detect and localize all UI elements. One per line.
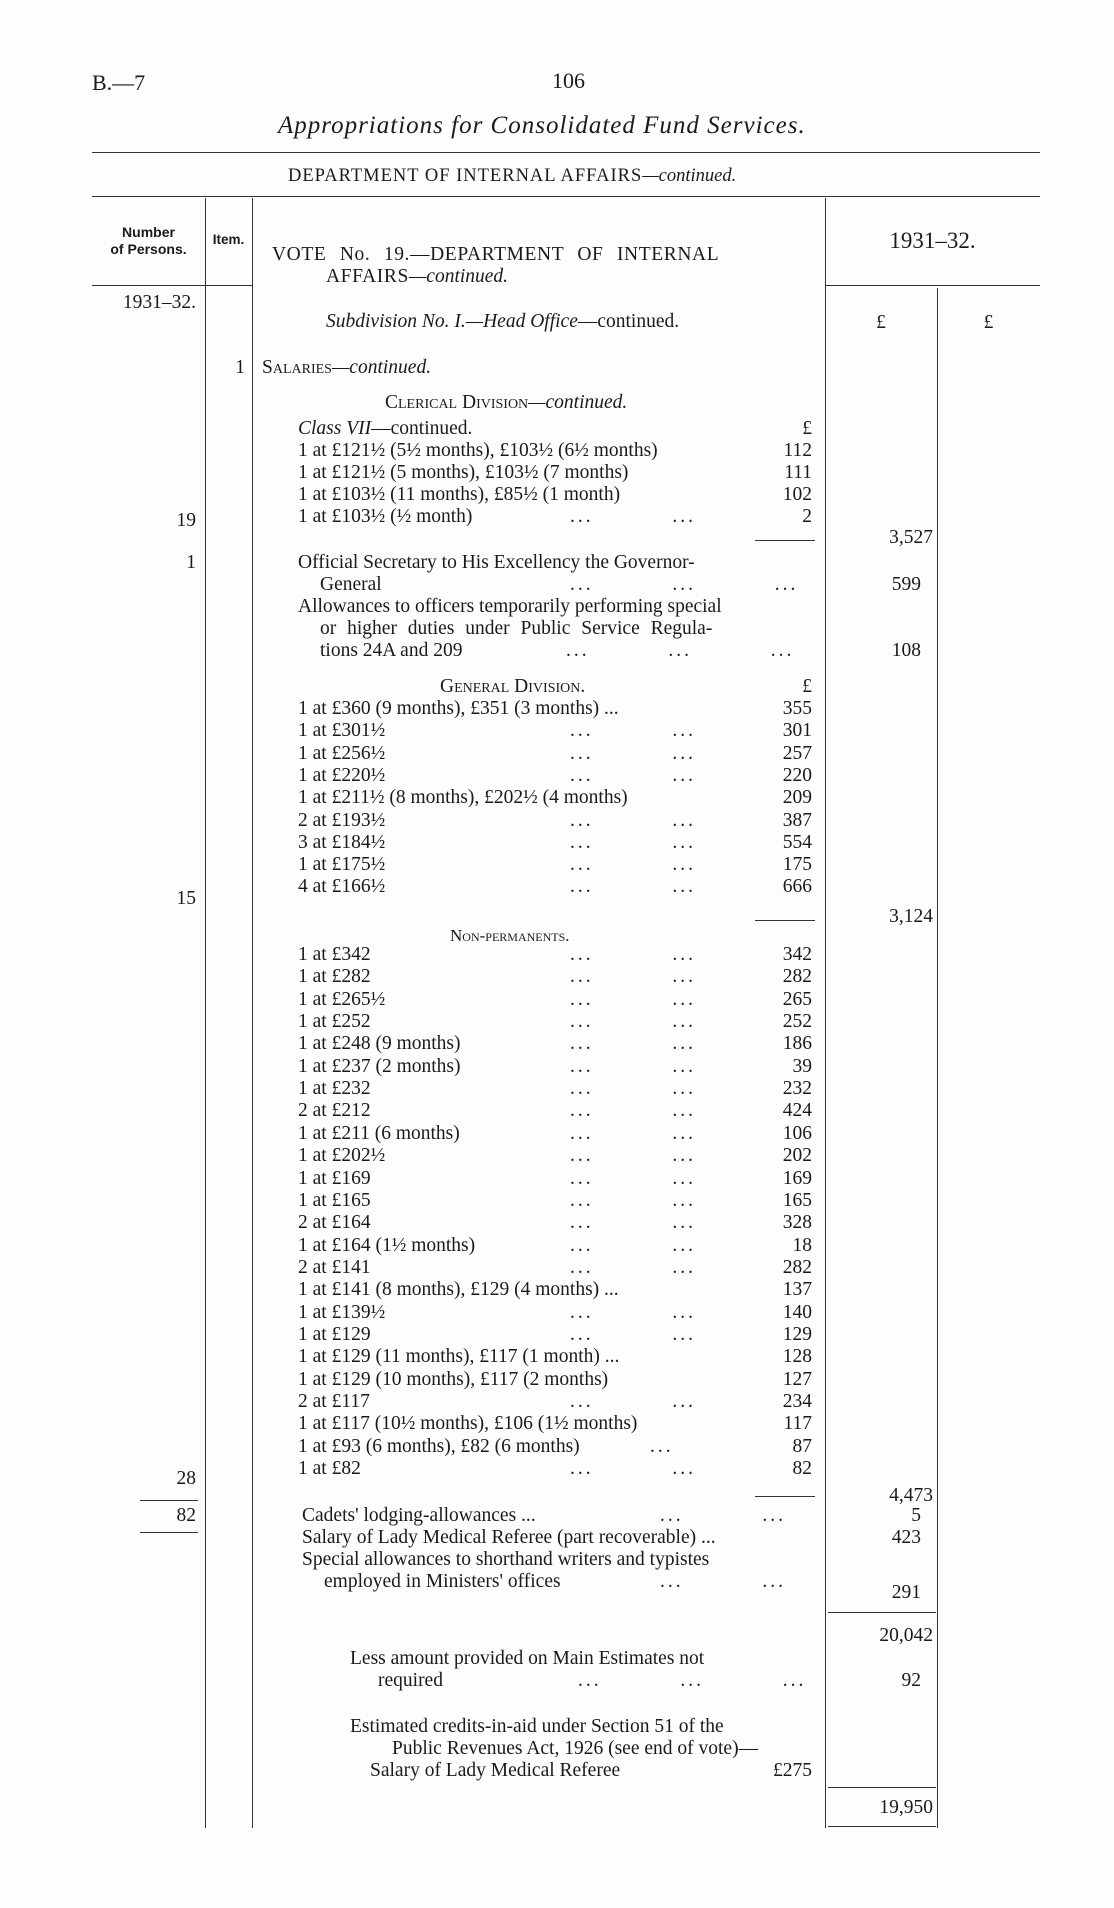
non-permanent-row-amount: 129	[782, 1323, 812, 1345]
general-row-text: 2 at £193½	[298, 809, 386, 831]
non-permanent-row-text: 1 at £232	[298, 1078, 371, 1100]
clerical-row-amount: 102	[782, 484, 812, 505]
cadets-dots: ... ...	[660, 1505, 786, 1526]
non-permanent-row-text: 1 at £282	[298, 966, 371, 988]
page-number: 106	[552, 68, 585, 93]
general-row-amount: 220	[782, 764, 812, 786]
less-amount: 92	[901, 1670, 921, 1691]
non-permanent-row-dots: ... ...	[570, 1458, 696, 1480]
general-row-text: 1 at £256½	[298, 742, 386, 764]
clerical-class-main: Class VII	[298, 418, 372, 439]
vote-heading	[272, 244, 719, 288]
non-permanent-row-amount: 127	[782, 1368, 812, 1390]
subdivision-heading	[326, 311, 679, 333]
grand-total: 19,950	[879, 1797, 933, 1818]
general-row-dots: ... ...	[570, 831, 696, 853]
clerical-total-rule	[755, 540, 815, 541]
amount-column-divider	[937, 288, 938, 1828]
non-permanent-row-dots: ...	[650, 1435, 674, 1457]
official-secretary-amount: 599	[891, 574, 921, 595]
persons-column-header	[92, 224, 205, 258]
subdivision-main: Subdivision No. I.—Head Office	[326, 311, 578, 332]
allowances-dots: ... ... ...	[566, 640, 795, 661]
official-secretary-line1: Official Secretary to His Excellency the Governor-	[298, 552, 695, 573]
vote-heading-line2-suffix: —continued.	[408, 266, 509, 287]
grand-total-rule-top	[828, 1787, 936, 1788]
general-row-dots: ... ...	[570, 809, 696, 831]
special-dots: ... ...	[660, 1571, 786, 1592]
non-permanent-row-text: 1 at £141 (8 months), £129 (4 months) ...	[298, 1279, 619, 1301]
non-permanent-row-dots: ... ...	[570, 1011, 696, 1033]
salaries-main: Salaries	[262, 357, 332, 378]
lady-referee-text: Salary of Lady Medical Referee (part recoverable) ...	[302, 1527, 716, 1548]
general-persons: 15	[176, 888, 196, 909]
clerical-main: Clerical Division	[385, 392, 529, 413]
general-row-amount: 666	[782, 876, 812, 898]
non-permanent-row-amount: 265	[782, 988, 812, 1010]
non-permanent-row-text: 2 at £141	[298, 1256, 371, 1278]
non-permanent-row-text: 1 at £164 (1½ months)	[298, 1234, 476, 1256]
clerical-row-amount: 111	[784, 462, 812, 483]
general-row-text: 1 at £220½	[298, 764, 386, 786]
vote-heading-line2-main: AFFAIRS	[326, 266, 409, 287]
non-permanent-row-text: 1 at £117 (10½ months), £106 (1½ months)	[298, 1413, 638, 1435]
title-rule	[92, 152, 1040, 153]
clerical-suffix: —continued.	[528, 392, 628, 413]
non-permanent-row-dots: ... ...	[570, 1391, 696, 1412]
non-permanent-row-dots: ... ...	[570, 988, 696, 1010]
non-permanents-heading: Non-permanents.	[450, 926, 570, 945]
non-permanent-row-text: 1 at £129	[298, 1323, 371, 1345]
general-row-amount: 355	[782, 698, 812, 719]
vote-heading-line1: VOTE No. 19.—DEPARTMENT OF INTERNAL	[272, 244, 720, 265]
non-permanent-row-amount: 169	[782, 1167, 812, 1189]
special-line1: Special allowances to shorthand writers and typistes	[302, 1549, 710, 1570]
non-permanents-persons: 28	[176, 1468, 196, 1489]
persons-subtotal-rule	[140, 1500, 198, 1501]
clerical-heading	[385, 392, 627, 414]
clerical-row-amount: 112	[783, 440, 812, 461]
pound-heading-2: £	[983, 312, 994, 333]
non-permanent-row-dots: ... ...	[570, 1122, 696, 1144]
non-permanent-row-dots: ... ...	[570, 1301, 696, 1323]
non-permanent-row-amount: 202	[782, 1145, 812, 1167]
department-rule	[92, 196, 1040, 197]
general-pound: £	[802, 676, 812, 697]
general-row-text: 1 at £360 (9 months), £351 (3 months) ...	[298, 698, 619, 719]
non-permanent-row-amount: 328	[782, 1212, 812, 1234]
non-permanent-row-text: 1 at £265½	[298, 988, 386, 1010]
general-row-amount: 175	[782, 854, 812, 876]
header-persons-rule	[92, 285, 205, 286]
clerical-pound: £	[802, 418, 812, 439]
less-line1: Less amount provided on Main Estimates not	[350, 1648, 705, 1669]
non-permanent-row-text: 1 at £129 (11 months), £117 (1 month) ...	[298, 1346, 620, 1368]
non-permanent-row-dots: ... ...	[570, 1055, 696, 1077]
clerical-row-amount: 2	[802, 506, 812, 527]
non-permanent-row-dots: ... ...	[570, 1323, 696, 1345]
salaries-heading	[262, 357, 431, 379]
allowances-line1: Allowances to officers temporarily performing special	[298, 596, 722, 617]
non-permanent-row-amount: 342	[782, 944, 812, 965]
non-permanent-row-text: 1 at £165	[298, 1189, 371, 1211]
persons-total-rule	[140, 1532, 198, 1533]
clerical-persons: 19	[176, 510, 196, 531]
non-permanent-row-dots: ... ...	[570, 1234, 696, 1256]
non-permanent-row-dots: ... ...	[570, 1100, 696, 1122]
non-permanent-row-text: 1 at £248 (9 months)	[298, 1033, 461, 1055]
general-total: 3,124	[889, 906, 933, 927]
non-permanent-row-amount: 117	[783, 1413, 812, 1435]
non-permanent-row-amount: 282	[782, 1256, 812, 1278]
non-permanent-row-amount: 186	[782, 1033, 812, 1055]
clerical-total: 3,527	[889, 527, 933, 548]
general-row-amount: 301	[782, 720, 812, 742]
special-amount: 291	[891, 1582, 921, 1603]
department-suffix: —continued.	[642, 166, 737, 186]
non-permanent-row-dots: ... ...	[570, 1256, 696, 1278]
non-permanent-row-dots: ... ...	[570, 1212, 696, 1234]
general-row-amount: 387	[782, 809, 812, 831]
item-text-divider	[252, 198, 253, 1828]
non-permanent-row-amount: 140	[782, 1301, 812, 1323]
non-permanent-row-dots: ... ...	[570, 944, 696, 965]
non-permanent-row-dots: ... ...	[570, 966, 696, 988]
persons-header-line2: of Persons.	[110, 241, 187, 257]
clerical-row-text: 1 at £121½ (5 months), £103½ (7 months)	[298, 462, 629, 483]
general-row-dots: ... ...	[570, 854, 696, 876]
subdivision-suffix: —continued.	[577, 311, 680, 332]
pound-heading-1: £	[876, 312, 886, 333]
non-permanent-row-dots: ... ...	[570, 1189, 696, 1211]
non-permanent-row-amount: 252	[782, 1011, 812, 1033]
non-permanent-row-text: 1 at £237 (2 months)	[298, 1055, 461, 1077]
clerical-row-text: 1 at £121½ (5½ months), £103½ (6½ months)	[298, 440, 658, 461]
general-row-text: 1 at £211½ (8 months), £202½ (4 months)	[298, 787, 628, 809]
allowances-line3: tions 24A and 209	[320, 640, 463, 661]
non-permanent-row-text: 1 at £211 (6 months)	[298, 1122, 460, 1144]
cadets-text: Cadets' lodging-allowances ...	[302, 1505, 536, 1526]
cadets-amount: 5	[911, 1505, 921, 1526]
department-heading	[288, 166, 736, 187]
persons-header-line1: Number	[122, 224, 175, 240]
allowances-line2: or higher duties under Public Service Regula-	[320, 618, 713, 639]
non-permanent-row-text: 1 at £252	[298, 1011, 371, 1033]
general-total-rule	[755, 920, 815, 921]
header-item-rule	[205, 285, 252, 286]
clerical-row-text: 1 at £103½ (11 months), £85½ (1 month)	[298, 484, 621, 505]
non-permanent-row-dots: ... ...	[570, 1078, 696, 1100]
non-permanent-row-amount: 82	[792, 1458, 812, 1480]
clerical-class	[298, 418, 472, 440]
non-permanent-row-text: 1 at £169	[298, 1167, 371, 1189]
non-permanent-row-amount: 424	[782, 1100, 812, 1122]
non-permanent-row-amount: 137	[782, 1279, 812, 1301]
non-permanent-row-text: 1 at £202½	[298, 1145, 386, 1167]
non-permanent-row-amount: 87	[792, 1435, 812, 1457]
clerical-row-text: 1 at £103½ (½ month)	[298, 506, 473, 527]
non-permanent-row-text: 1 at £139½	[298, 1301, 386, 1323]
non-permanent-row-amount: 165	[782, 1189, 812, 1211]
header-year-rule	[825, 285, 1040, 286]
general-row-dots: ... ...	[570, 742, 696, 764]
salaries-suffix: —continued.	[331, 357, 432, 378]
general-row-text: 1 at £301½	[298, 720, 386, 742]
general-row-amount: 209	[782, 787, 812, 809]
general-row-dots: ... ...	[570, 876, 696, 898]
official-secretary-dots: ... ... ...	[570, 574, 799, 595]
official-secretary-persons: 1	[186, 552, 196, 573]
general-row-text: 1 at £175½	[298, 854, 386, 876]
total-persons: 82	[176, 1505, 196, 1526]
non-permanent-row-amount: 128	[782, 1346, 812, 1368]
less-line2: required	[378, 1670, 443, 1691]
subtotal-amount: 20,042	[879, 1625, 933, 1646]
allowances-amount: 108	[891, 640, 921, 661]
item-column-header: Item.	[212, 232, 245, 247]
non-permanent-row-amount: 234	[782, 1391, 812, 1412]
vote-heading-line2	[272, 266, 719, 288]
item-number: 1	[235, 357, 245, 378]
lady-referee-amount: 423	[891, 1527, 921, 1548]
less-dots: ... ... ...	[578, 1670, 807, 1691]
non-permanent-row-amount: 106	[782, 1122, 812, 1144]
year-column-header: 1931–32.	[889, 228, 976, 253]
general-row-amount: 257	[782, 742, 812, 764]
non-permanent-row-dots: ... ...	[570, 1033, 696, 1055]
credits-line2: Public Revenues Act, 1926 (see end of vote)—	[392, 1738, 759, 1759]
non-permanent-row-amount: 282	[782, 966, 812, 988]
department-main: DEPARTMENT OF INTERNAL AFFAIRS	[288, 166, 643, 186]
subtotal-rule	[828, 1612, 936, 1613]
persons-item-divider	[205, 198, 206, 1828]
general-row-dots: ... ...	[570, 764, 696, 786]
clerical-row-dots: ... ...	[570, 506, 696, 527]
non-permanent-row-text: 1 at £342	[298, 944, 371, 965]
general-heading: General Division.	[440, 676, 586, 697]
general-row-amount: 554	[782, 831, 812, 853]
non-permanent-row-amount: 232	[782, 1078, 812, 1100]
non-permanent-row-amount: 39	[792, 1055, 812, 1077]
non-permanent-row-text: 1 at £82	[298, 1458, 361, 1480]
clerical-class-suffix: —continued.	[371, 418, 473, 439]
special-line2: employed in Ministers' offices	[324, 1571, 561, 1592]
non-permanent-row-text: 1 at £129 (10 months), £117 (2 months)	[298, 1368, 609, 1390]
non-permanent-row-text: 2 at £117	[298, 1391, 370, 1412]
grand-total-rule-bottom	[828, 1826, 936, 1827]
general-row-text: 4 at £166½	[298, 876, 386, 898]
credits-line1: Estimated credits-in-aid under Section 51 of the	[350, 1716, 724, 1737]
general-row-dots: ... ...	[570, 720, 696, 742]
non-permanent-row-dots: ... ...	[570, 1167, 696, 1189]
credits-amount: £275	[773, 1760, 812, 1781]
general-row-text: 3 at £184½	[298, 831, 386, 853]
non-permanent-row-text: 2 at £212	[298, 1100, 371, 1122]
non-permanent-row-amount: 18	[792, 1234, 812, 1256]
non-permanent-row-text: 1 at £93 (6 months), £82 (6 months)	[298, 1435, 580, 1457]
non-permanent-row-dots: ... ...	[570, 1145, 696, 1167]
page-ref: B.—7	[92, 70, 146, 95]
page-title: Appropriations for Consolidated Fund Services.	[278, 112, 806, 139]
non-permanents-total-rule	[755, 1496, 815, 1497]
non-permanents-total: 4,473	[889, 1485, 933, 1506]
credits-line3: Salary of Lady Medical Referee	[370, 1760, 621, 1781]
persons-year-label: 1931–32.	[122, 292, 196, 313]
non-permanent-row-text: 2 at £164	[298, 1212, 371, 1234]
official-secretary-line2: General	[320, 574, 382, 595]
